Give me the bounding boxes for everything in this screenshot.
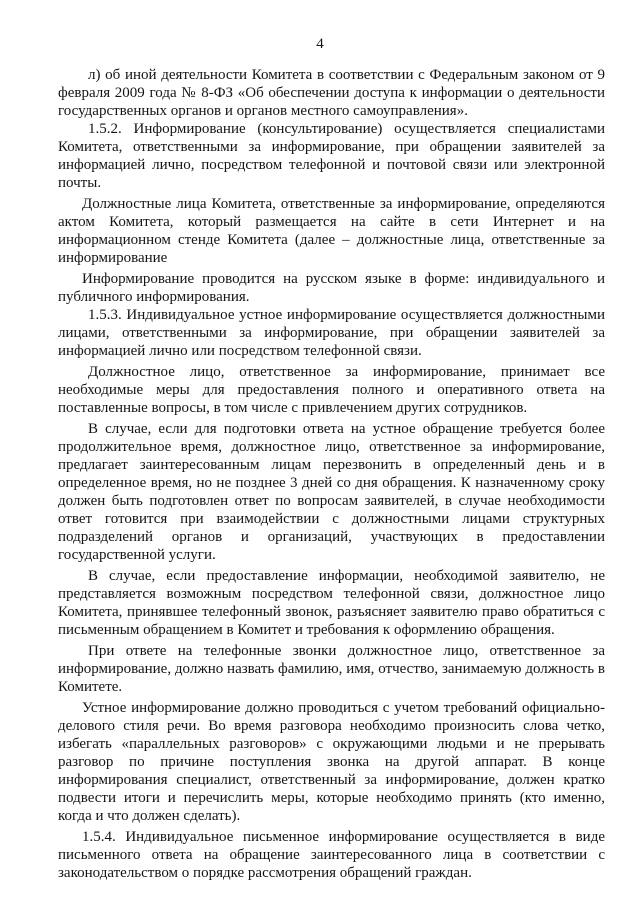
paragraph-language: Информирование проводится на русском языке в форме: индивидуального и публичного информирования. xyxy=(58,271,605,305)
paragraph-phone-answer: При ответе на телефонные звонки должностное лицо, ответственное за информирование, должно назвать фамилию, имя, отчество, занимаемую должность в Комитете. xyxy=(58,643,605,695)
paragraph-item-l: л) об иной деятельности Комитета в соответствии с Федеральным законом от 9 февраля 2009 года № 8-ФЗ «Об обеспечении доступа к информации о деятельности государственных органов и органов местного самоуправления». xyxy=(58,67,605,119)
paragraph-1-5-4: 1.5.4. Индивидуальное письменное информирование осуществляется в виде письменного ответа на обращение заинтересованного лица в соответствии с законодательством о порядке рассмотрения обращений граждан. xyxy=(58,829,605,881)
page-number: 4 xyxy=(316,36,324,52)
document-body xyxy=(58,66,605,882)
paragraph-official-measures: Должностное лицо, ответственное за информирование, принимает все необходимые меры для предоставления полного и оперативного ответа на поставленные вопросы, в том числе с привлечением других сотрудников. xyxy=(58,364,605,416)
paragraph-written-appeal: В случае, если предоставление информации, необходимой заявителю, не представляется возможным посредством телефонной связи, должностное лицо Комитета, принявшее телефонный звонок, разъясняет заявителю право обратиться с письменным обращением в Комитет и требования к оформлению обращения. xyxy=(58,568,605,638)
paragraph-responsible-officials: Должностные лица Комитета, ответственные за информирование, определяются актом Комитета, который размещается на сайте в сети Интернет и на информационном стенде Комитета (далее – должностные лица, ответственные за информирование xyxy=(58,196,605,266)
paragraph-oral-style: Устное информирование должно проводиться с учетом требований официально-делового стиля речи. Во время разговора необходимо произносить слова четко, избегать «параллельных разговоров» с окружающими людьми и не прерывать разговор по причине поступления звонка на другой аппарат. В конце информирования специалист, ответственный за информирование, должен кратко подвести итоги и перечислить меры, которые необходимо принять (кто именно, когда и что должен сделать). xyxy=(58,700,605,824)
paragraph-1-5-2: 1.5.2. Информирование (консультирование) осуществляется специалистами Комитета, ответственными за информирование, при обращении заявителей за информацией лично, посредством телефонной и почтовой связи или электронной почты. xyxy=(58,121,605,191)
paragraph-1-5-3: 1.5.3. Индивидуальное устное информирование осуществляется должностными лицами, ответственными за информирование, при обращении заявителей за информацией лично или посредством телефонной связи. xyxy=(58,307,605,359)
paragraph-callback: В случае, если для подготовки ответа на устное обращение требуется более продолжительное время, должностное лицо, ответственное за информирование, предлагает заинтересованным лицам перезвонить в определенный день и в определенное время, но не позднее 3 дней со дня обращения. К назначенному сроку должен быть подготовлен ответ по вопросам заявителей, в случае необходимости ответ готовится при взаимодействии с должностными лицами структурных подразделений органов и организаций, участвующих в предоставлении государственной услуги. xyxy=(58,421,605,563)
